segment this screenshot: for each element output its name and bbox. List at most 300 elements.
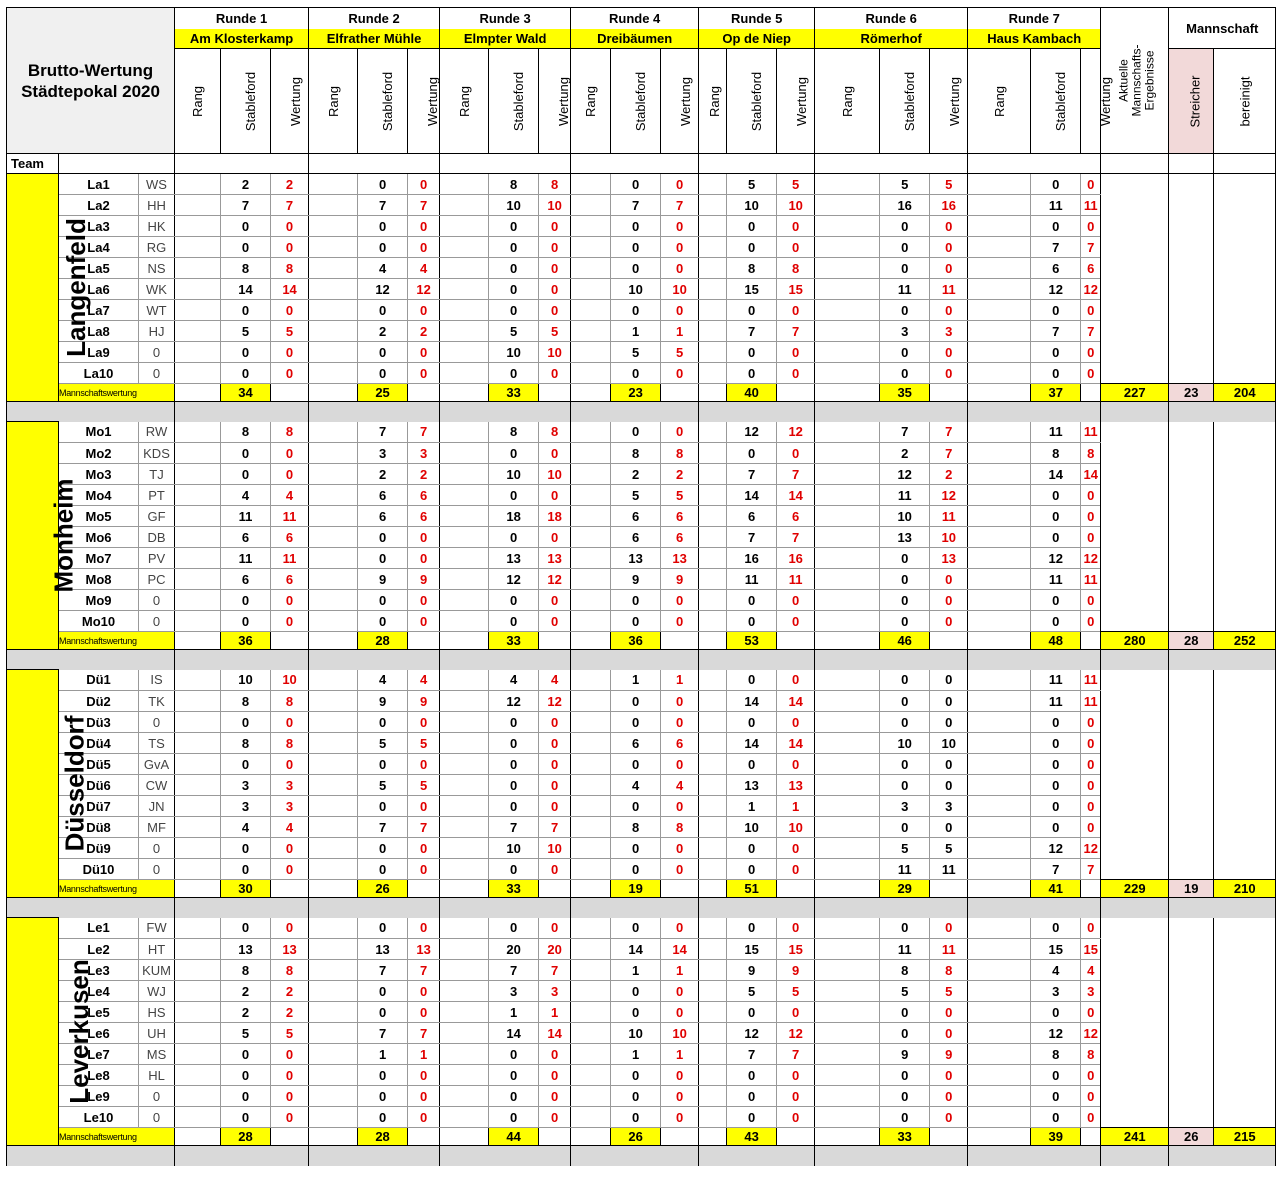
wertung-cell: 16 [777, 548, 815, 569]
stableford-cell: 7 [358, 422, 408, 443]
stableford-cell: 0 [1031, 342, 1081, 363]
rang-header: Rang [968, 49, 1031, 154]
rang-cell [440, 1002, 489, 1023]
wertung-cell: 0 [408, 981, 440, 1002]
rang-cell [968, 422, 1031, 443]
rang-cell [440, 859, 489, 880]
wertung-cell: 10 [539, 464, 571, 485]
wertung-cell: 0 [539, 611, 571, 632]
rang-cell [699, 1023, 727, 1044]
wertung-cell: 4 [661, 775, 699, 796]
wertung-cell: 0 [661, 712, 699, 733]
rang-cell [175, 754, 221, 775]
stableford-cell: 0 [727, 237, 777, 258]
stableford-cell: 0 [727, 754, 777, 775]
stableford-cell: 15 [1031, 939, 1081, 960]
wertung-cell: 6 [408, 506, 440, 527]
round-total: 28 [358, 1128, 408, 1146]
wertung-cell: 12 [1081, 279, 1101, 300]
player-id: Le2 [59, 939, 139, 960]
rang-cell [571, 506, 611, 527]
wertung-cell: 12 [930, 485, 968, 506]
rang-cell [440, 670, 489, 691]
player-initials: 0 [139, 1086, 175, 1107]
stableford-cell: 6 [1031, 258, 1081, 279]
stableford-cell: 11 [1031, 422, 1081, 443]
player-id: Mo4 [59, 485, 139, 506]
wertung-header: Wertung [777, 49, 815, 154]
wertung-cell: 0 [777, 1002, 815, 1023]
wertung-cell: 0 [539, 216, 571, 237]
stableford-cell: 10 [727, 817, 777, 838]
wertung-cell: 0 [539, 754, 571, 775]
round-total: 28 [221, 1128, 271, 1146]
rang-cell [309, 1107, 358, 1128]
wertung-header: Wertung [930, 49, 968, 154]
stableford-cell: 11 [880, 485, 930, 506]
round-total: 33 [489, 880, 539, 898]
stableford-cell: 0 [358, 918, 408, 939]
rang-cell [440, 443, 489, 464]
stableford-cell: 0 [727, 1107, 777, 1128]
player-row [7, 321, 1276, 342]
player-id: Dü3 [59, 712, 139, 733]
stableford-cell: 0 [489, 1065, 539, 1086]
rang-cell [571, 611, 611, 632]
rang-cell [815, 939, 880, 960]
wertung-cell: 0 [539, 712, 571, 733]
player-row [7, 1065, 1276, 1086]
rang-cell [309, 960, 358, 981]
wertung-cell: 8 [271, 960, 309, 981]
team-summary-row [7, 384, 1276, 402]
wertung-cell: 0 [661, 300, 699, 321]
rang-cell [440, 775, 489, 796]
rang-cell [309, 569, 358, 590]
wertung-cell: 0 [661, 590, 699, 611]
stableford-cell: 14 [1031, 464, 1081, 485]
rang-cell [699, 195, 727, 216]
wertung-cell: 0 [661, 216, 699, 237]
player-id: La5 [59, 258, 139, 279]
stableford-cell: 9 [880, 1044, 930, 1065]
rang-cell [968, 363, 1031, 384]
stableford-cell: 0 [727, 712, 777, 733]
stableford-cell: 0 [727, 363, 777, 384]
player-id: La8 [59, 321, 139, 342]
player-id: Le10 [59, 1107, 139, 1128]
stableford-cell: 0 [221, 611, 271, 632]
wertung-cell: 0 [539, 775, 571, 796]
rang-cell [571, 258, 611, 279]
wertung-cell: 4 [271, 817, 309, 838]
player-initials: MS [139, 1044, 175, 1065]
rang-cell [440, 590, 489, 611]
stableford-cell: 7 [727, 1044, 777, 1065]
stableford-cell: 8 [880, 960, 930, 981]
rang-cell [571, 195, 611, 216]
wertung-cell: 0 [271, 216, 309, 237]
wertung-cell: 7 [1081, 237, 1101, 258]
rang-cell [571, 796, 611, 817]
rang-cell [440, 300, 489, 321]
round-total: 35 [880, 384, 930, 402]
rang-cell [309, 422, 358, 443]
rang-cell [440, 527, 489, 548]
rang-cell [815, 237, 880, 258]
wertung-cell: 11 [1081, 670, 1101, 691]
player-id: Mo3 [59, 464, 139, 485]
wertung-cell: 14 [661, 939, 699, 960]
rang-cell [440, 712, 489, 733]
stableford-cell: 0 [1031, 733, 1081, 754]
rang-cell [699, 363, 727, 384]
stableford-cell: 0 [1031, 754, 1081, 775]
rang-cell [309, 258, 358, 279]
stableford-cell: 0 [1031, 712, 1081, 733]
rang-cell [440, 464, 489, 485]
rang-cell [699, 548, 727, 569]
stableford-cell: 0 [221, 590, 271, 611]
stableford-cell: 0 [611, 216, 661, 237]
rang-cell [175, 506, 221, 527]
round-label: Runde 1 [175, 8, 309, 29]
player-initials: HT [139, 939, 175, 960]
rang-cell [815, 981, 880, 1002]
wertung-cell: 5 [539, 321, 571, 342]
rang-cell [815, 796, 880, 817]
rang-cell [175, 174, 221, 195]
wertung-cell: 7 [539, 960, 571, 981]
wertung-cell: 0 [930, 754, 968, 775]
stableford-cell: 7 [489, 817, 539, 838]
round-total: 26 [611, 1128, 661, 1146]
player-id: Mo8 [59, 569, 139, 590]
wertung-cell: 5 [777, 981, 815, 1002]
wertung-cell: 5 [408, 775, 440, 796]
wertung-cell: 0 [661, 1107, 699, 1128]
stableford-cell: 7 [1031, 237, 1081, 258]
rang-cell [175, 569, 221, 590]
rang-cell [440, 258, 489, 279]
stableford-cell: 0 [1031, 1002, 1081, 1023]
wertung-cell: 10 [539, 195, 571, 216]
streicher-total: 23 [1169, 384, 1214, 402]
stableford-cell: 3 [221, 796, 271, 817]
wertung-cell: 0 [408, 216, 440, 237]
stableford-cell: 0 [358, 1002, 408, 1023]
rang-cell [815, 506, 880, 527]
player-row [7, 464, 1276, 485]
wertung-cell: 0 [1081, 1086, 1101, 1107]
player-initials: CW [139, 775, 175, 796]
stableford-cell: 0 [880, 754, 930, 775]
player-row [7, 918, 1276, 939]
stableford-cell: 0 [489, 754, 539, 775]
player-row [7, 279, 1276, 300]
wertung-cell: 0 [271, 859, 309, 880]
round-total: 36 [611, 632, 661, 650]
wertung-cell: 2 [271, 1002, 309, 1023]
rang-cell [175, 1044, 221, 1065]
rang-cell [309, 485, 358, 506]
stableford-cell: 0 [489, 363, 539, 384]
bereinigt-total: 215 [1214, 1128, 1276, 1146]
rang-cell [309, 733, 358, 754]
stableford-cell: 12 [1031, 548, 1081, 569]
wertung-cell: 0 [930, 670, 968, 691]
wertung-cell: 0 [1081, 300, 1101, 321]
wertung-cell: 8 [539, 174, 571, 195]
player-row [7, 611, 1276, 632]
round-total: 19 [611, 880, 661, 898]
wertung-cell: 0 [777, 859, 815, 880]
rang-cell [815, 611, 880, 632]
stableford-cell: 0 [880, 1002, 930, 1023]
stableford-cell: 11 [221, 506, 271, 527]
stableford-cell: 10 [489, 342, 539, 363]
wertung-cell: 0 [408, 1107, 440, 1128]
stableford-cell: 0 [727, 590, 777, 611]
rang-cell [571, 237, 611, 258]
stableford-cell: 7 [727, 527, 777, 548]
rang-cell [571, 960, 611, 981]
stableford-cell: 12 [727, 422, 777, 443]
stableford-cell: 0 [611, 237, 661, 258]
wertung-cell: 0 [930, 237, 968, 258]
stableford-cell: 1 [611, 1044, 661, 1065]
rang-cell [815, 754, 880, 775]
stableford-cell: 14 [611, 939, 661, 960]
round-total: 44 [489, 1128, 539, 1146]
round-label: Runde 5 [699, 8, 815, 29]
stableford-cell: 2 [221, 981, 271, 1002]
player-id: Mo9 [59, 590, 139, 611]
rang-cell [175, 1086, 221, 1107]
stableford-cell: 0 [358, 1065, 408, 1086]
player-initials: WT [139, 300, 175, 321]
stableford-cell: 0 [358, 363, 408, 384]
rang-header: Rang [309, 49, 358, 154]
stableford-cell: 0 [1031, 363, 1081, 384]
stableford-cell: 9 [727, 960, 777, 981]
stableford-cell: 0 [880, 1065, 930, 1086]
rang-cell [699, 1002, 727, 1023]
rang-cell [699, 796, 727, 817]
stableford-cell: 0 [880, 569, 930, 590]
stableford-cell: 7 [358, 960, 408, 981]
team-name: Leverkusen [7, 918, 59, 1146]
wertung-cell: 0 [539, 279, 571, 300]
stableford-cell: 1 [489, 1002, 539, 1023]
stableford-cell: 12 [1031, 279, 1081, 300]
stableford-cell: 0 [611, 590, 661, 611]
rang-cell [815, 775, 880, 796]
stableford-cell: 0 [221, 363, 271, 384]
rang-cell [815, 1065, 880, 1086]
wertung-cell: 11 [930, 939, 968, 960]
stableford-cell: 0 [1031, 527, 1081, 548]
player-initials: PC [139, 569, 175, 590]
wertung-cell: 12 [539, 569, 571, 590]
player-initials: 0 [139, 838, 175, 859]
rang-cell [175, 691, 221, 712]
rang-cell [815, 1023, 880, 1044]
wertung-cell: 10 [930, 733, 968, 754]
stableford-cell: 0 [489, 216, 539, 237]
rang-cell [968, 691, 1031, 712]
rang-cell [571, 216, 611, 237]
wertung-cell: 8 [271, 422, 309, 443]
rang-cell [968, 485, 1031, 506]
rang-cell [440, 548, 489, 569]
wertung-cell: 4 [408, 670, 440, 691]
stableford-cell: 0 [727, 918, 777, 939]
wertung-cell: 0 [539, 796, 571, 817]
stableford-cell: 1 [611, 670, 661, 691]
player-initials: HJ [139, 321, 175, 342]
rang-cell [968, 464, 1031, 485]
stableford-cell: 13 [221, 939, 271, 960]
stableford-cell: 6 [221, 527, 271, 548]
rang-cell [309, 363, 358, 384]
stableford-cell: 0 [489, 443, 539, 464]
player-row [7, 195, 1276, 216]
stableford-cell: 7 [358, 817, 408, 838]
wertung-cell: 13 [408, 939, 440, 960]
rang-cell [699, 590, 727, 611]
player-id: Le9 [59, 1086, 139, 1107]
rang-cell [440, 981, 489, 1002]
wertung-cell: 6 [1081, 258, 1101, 279]
player-id: La1 [59, 174, 139, 195]
wertung-cell: 0 [539, 258, 571, 279]
rang-cell [440, 817, 489, 838]
streicher-total: 28 [1169, 632, 1214, 650]
stableford-cell: 11 [727, 569, 777, 590]
rang-cell [309, 174, 358, 195]
player-id: Dü8 [59, 817, 139, 838]
wertung-cell: 0 [930, 300, 968, 321]
stableford-cell: 0 [221, 443, 271, 464]
player-id: Dü10 [59, 859, 139, 880]
player-initials: PV [139, 548, 175, 569]
player-id: Mo5 [59, 506, 139, 527]
round-label: Runde 6 [815, 8, 968, 29]
rang-cell [968, 321, 1031, 342]
stableford-cell: 0 [1031, 174, 1081, 195]
rang-cell [968, 838, 1031, 859]
aktuelle-total: 280 [1101, 632, 1169, 650]
stableford-cell: 0 [221, 464, 271, 485]
wertung-cell: 8 [661, 817, 699, 838]
player-row [7, 422, 1276, 443]
player-initials: TS [139, 733, 175, 754]
stableford-cell: 14 [727, 485, 777, 506]
wertung-cell: 0 [1081, 1065, 1101, 1086]
wertung-cell: 12 [408, 279, 440, 300]
wertung-cell: 13 [539, 548, 571, 569]
stableford-cell: 0 [727, 1065, 777, 1086]
round-total: 28 [358, 632, 408, 650]
stableford-cell: 14 [727, 691, 777, 712]
rang-cell [699, 422, 727, 443]
player-id: Le1 [59, 918, 139, 939]
wertung-cell: 0 [271, 838, 309, 859]
player-id: Dü4 [59, 733, 139, 754]
wertung-cell: 12 [777, 1023, 815, 1044]
rang-cell [440, 174, 489, 195]
rang-cell [309, 506, 358, 527]
stableford-cell: 6 [727, 506, 777, 527]
rang-cell [571, 279, 611, 300]
player-id: Le6 [59, 1023, 139, 1044]
stableford-cell: 0 [1031, 1107, 1081, 1128]
wertung-cell: 0 [1081, 506, 1101, 527]
rang-cell [968, 1044, 1031, 1065]
wertung-cell: 7 [777, 464, 815, 485]
player-initials: TJ [139, 464, 175, 485]
stableford-cell: 0 [489, 859, 539, 880]
player-row [7, 838, 1276, 859]
stableford-cell: 0 [358, 548, 408, 569]
rang-cell [699, 775, 727, 796]
wertung-cell: 0 [539, 1044, 571, 1065]
rang-cell [175, 712, 221, 733]
stableford-header: Stableford [1031, 49, 1081, 154]
stableford-cell: 8 [221, 960, 271, 981]
wertung-cell: 7 [408, 422, 440, 443]
stableford-cell: 0 [880, 237, 930, 258]
rang-cell [815, 590, 880, 611]
player-initials: KDS [139, 443, 175, 464]
wertung-cell: 0 [777, 342, 815, 363]
stableford-cell: 4 [1031, 960, 1081, 981]
course-name: Am Klosterkamp [175, 29, 309, 49]
wertung-cell: 6 [271, 527, 309, 548]
wertung-cell: 0 [661, 691, 699, 712]
player-row [7, 569, 1276, 590]
stableford-cell: 0 [880, 775, 930, 796]
stableford-cell: 12 [358, 279, 408, 300]
stableford-cell: 0 [358, 237, 408, 258]
rang-cell [309, 548, 358, 569]
wertung-cell: 4 [539, 670, 571, 691]
rang-cell [175, 670, 221, 691]
stableford-cell: 0 [611, 796, 661, 817]
player-row [7, 859, 1276, 880]
summary-label: Mannschaftswertung [59, 880, 175, 898]
player-row [7, 691, 1276, 712]
rang-cell [699, 960, 727, 981]
stableford-cell: 0 [727, 670, 777, 691]
rang-cell [815, 342, 880, 363]
stableford-cell: 6 [358, 485, 408, 506]
wertung-cell: 1 [661, 1044, 699, 1065]
rang-cell [440, 754, 489, 775]
rang-cell [699, 506, 727, 527]
stableford-cell: 0 [880, 548, 930, 569]
stableford-cell: 8 [727, 258, 777, 279]
rang-cell [968, 670, 1031, 691]
player-id: Dü9 [59, 838, 139, 859]
rang-cell [309, 1086, 358, 1107]
wertung-cell: 0 [930, 590, 968, 611]
stableford-cell: 0 [727, 300, 777, 321]
rang-cell [175, 918, 221, 939]
rang-cell [309, 796, 358, 817]
stableford-cell: 12 [1031, 838, 1081, 859]
